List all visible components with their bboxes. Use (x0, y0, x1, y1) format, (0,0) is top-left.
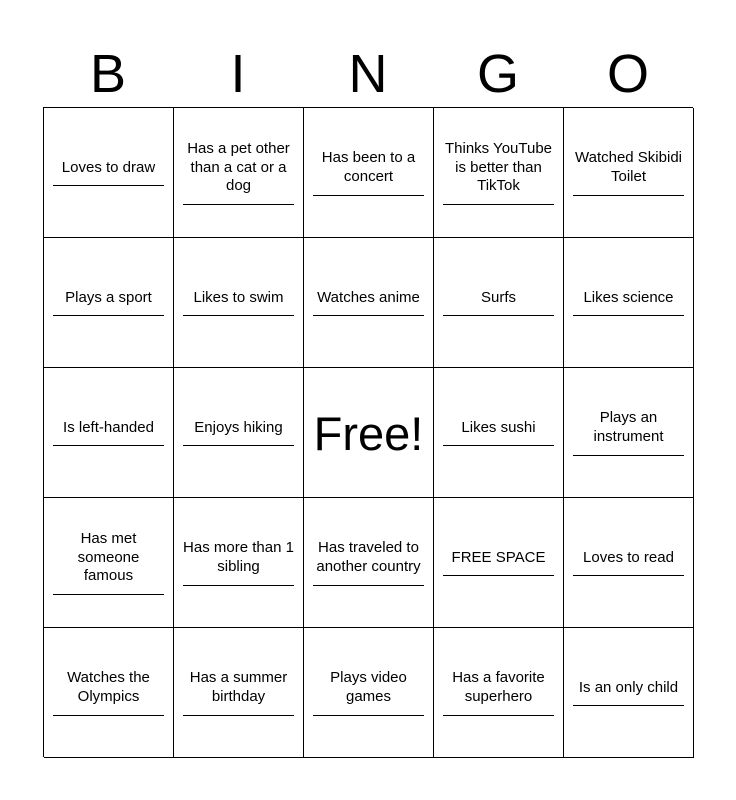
signature-line (53, 315, 164, 316)
cell-label: Likes to swim (193, 288, 284, 306)
header-letter-n: N (348, 44, 388, 104)
signature-line (313, 715, 424, 716)
bingo-cell[interactable] (564, 498, 694, 628)
bingo-cell[interactable] (44, 368, 174, 498)
bingo-cell[interactable] (434, 108, 564, 238)
bingo-cell[interactable] (564, 628, 694, 758)
signature-line (443, 445, 554, 446)
bingo-cell[interactable] (304, 238, 434, 368)
cell-label: Watched Skibidi Toilet (575, 149, 682, 185)
cell-label: Is left-handed (63, 418, 154, 436)
signature-line (573, 455, 684, 456)
free-cell[interactable] (304, 368, 434, 498)
cell-label: Thinks YouTube is better than TikTok (444, 140, 553, 195)
header-letter-o: O (606, 44, 649, 104)
cell-label: Is an only child (578, 678, 679, 696)
cell-label: Plays video games (330, 669, 407, 705)
signature-line (573, 195, 684, 196)
signature-line (573, 705, 684, 706)
bingo-cell[interactable] (44, 498, 174, 628)
cell-label: Loves to read (583, 548, 674, 566)
signature-line (53, 185, 164, 186)
cell-label: Has met someone famous (77, 530, 140, 585)
signature-line (443, 204, 554, 205)
signature-line (183, 204, 294, 205)
signature-line (53, 594, 164, 595)
signature-line (183, 445, 294, 446)
signature-line (183, 585, 294, 586)
header-letter-g: G (476, 44, 519, 104)
bingo-cell[interactable] (44, 108, 174, 238)
cell-label: Has more than 1 sibling (183, 539, 294, 575)
free-label: Free! (313, 406, 424, 460)
bingo-cell[interactable] (44, 628, 174, 758)
cell-label: Has a pet other than a cat or a dog (187, 140, 290, 195)
signature-line (313, 315, 424, 316)
signature-line (313, 195, 424, 196)
signature-line (313, 585, 424, 586)
bingo-cell[interactable] (564, 238, 694, 368)
signature-line (443, 315, 554, 316)
cell-label: Watches anime (317, 288, 420, 306)
bingo-cell[interactable] (304, 628, 434, 758)
bingo-cell[interactable] (174, 368, 304, 498)
bingo-cell[interactable] (434, 498, 564, 628)
cell-label: Has a favorite superhero (452, 669, 545, 705)
header-letter-b: B (89, 44, 127, 104)
cell-label: Has been to a concert (321, 149, 416, 185)
cell-label: Likes sushi (461, 418, 536, 436)
signature-line (183, 315, 294, 316)
bingo-cell[interactable] (304, 498, 434, 628)
cell-label: Has a summer birthday (189, 669, 288, 705)
bingo-cell[interactable] (304, 108, 434, 238)
cell-label: Loves to draw (61, 158, 156, 176)
cell-label: Plays an instrument (593, 409, 664, 445)
signature-line (573, 315, 684, 316)
bingo-cell[interactable] (434, 368, 564, 498)
signature-line (53, 715, 164, 716)
bingo-cell[interactable] (174, 628, 304, 758)
bingo-cell[interactable] (174, 108, 304, 238)
bingo-cell[interactable] (564, 108, 694, 238)
signature-line (443, 575, 554, 576)
bingo-header (43, 40, 693, 108)
cell-label: FREE SPACE (451, 548, 546, 566)
cell-label: Likes science (583, 288, 674, 306)
bingo-cell[interactable] (434, 238, 564, 368)
signature-line (183, 715, 294, 716)
bingo-cell[interactable] (434, 628, 564, 758)
signature-line (53, 445, 164, 446)
cell-label: Has traveled to another country (316, 539, 421, 575)
cell-label: Plays a sport (65, 288, 152, 306)
bingo-cell[interactable] (564, 368, 694, 498)
signature-line (443, 715, 554, 716)
header-letter-i: I (230, 44, 246, 104)
bingo-cell[interactable] (174, 498, 304, 628)
bingo-cell[interactable] (174, 238, 304, 368)
bingo-grid (43, 107, 693, 757)
cell-label: Surfs (480, 288, 516, 306)
cell-label: Enjoys hiking (194, 418, 283, 436)
bingo-cell[interactable] (44, 238, 174, 368)
cell-label: Watches the Olympics (67, 669, 150, 705)
signature-line (573, 575, 684, 576)
